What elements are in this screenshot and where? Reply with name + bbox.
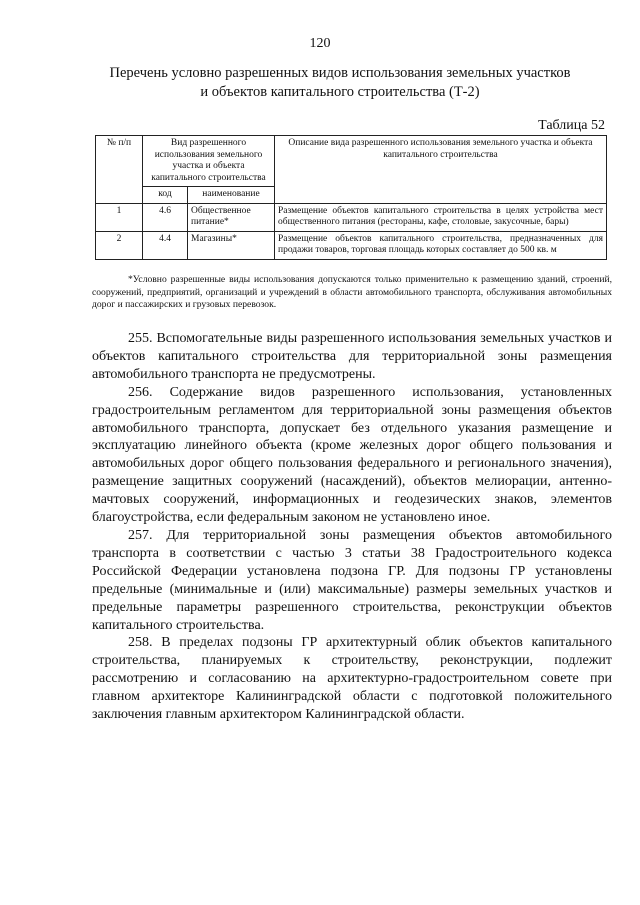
paragraph-257: 257. Для территориальной зоны размещения объектов автомобильного транспорта в соответствии с частью 3 статьи 38 Градостроительного кодекса Российской Федерации установлена подзона ГР. Для подзоны ГР установлены предельные (минимальные и (или) максимальные) размеры земельных участков и предельные параметры разрешенного строительства, реконструкции объектов капитального строительства. bbox=[92, 527, 612, 633]
title-line-2: и объектов капитального строительства (Т-2) bbox=[200, 84, 480, 100]
document-title bbox=[80, 64, 600, 102]
header-kind: Вид разрешенного использования земельного участка и объекта капитального строительства bbox=[143, 136, 275, 187]
paragraph-255: 255. Вспомогательные виды разрешенного использования земельных участков и объектов капитального строительства для территориальной зоны размещения автомобильного транспорта не предусмотрены. bbox=[92, 331, 612, 382]
row-name: Магазины* bbox=[188, 231, 275, 259]
permitted-uses-table bbox=[95, 135, 607, 260]
table-row bbox=[96, 231, 607, 259]
row-no: 2 bbox=[96, 231, 143, 259]
header-no: № п/п bbox=[96, 136, 143, 204]
row-description: Размещение объектов капитального строительства, предназначенных для продажи товаров, торговая площадь которых составляет до 500 кв. м bbox=[275, 231, 607, 259]
body-text bbox=[92, 330, 612, 724]
page-number: 120 bbox=[309, 36, 331, 51]
footnote: *Условно разрешенные виды использования допускаются только применительно к размещению зданий, строений, сооружений, предприятий, организаций и учреждений в области автомобильного транспорта, обслуживания автомобильных дорог и пассажирских и грузовых перевозок. bbox=[92, 274, 612, 310]
header-description: Описание вида разрешенного использования земельного участка и объекта капитального строительства bbox=[275, 136, 607, 204]
title-line-1: Перечень условно разрешенных видов использования земельных участков bbox=[109, 65, 571, 81]
header-name: наименование bbox=[188, 187, 275, 204]
row-no: 1 bbox=[96, 203, 143, 231]
row-code: 4.4 bbox=[143, 231, 188, 259]
row-code: 4.6 bbox=[143, 203, 188, 231]
paragraph-258: 258. В пределах подзоны ГР архитектурный облик объектов капитального строительства, планируемых к строительству, реконструкции, подлежит рассмотрению и согласованию на архитектурно-градостроительном совете при главном архитекторе Калининградской области с подготовкой положительного заключения главным архитектором Калининградской области. bbox=[92, 635, 612, 723]
header-code: код bbox=[143, 187, 188, 204]
row-description: Размещение объектов капитального строительства в целях устройства мест общественного питания (рестораны, кафе, столовые, закусочные, бары) bbox=[275, 203, 607, 231]
table-header-row bbox=[96, 136, 607, 187]
table-row bbox=[96, 203, 607, 231]
paragraph-256: 256. Содержание видов разрешенного использования, установленных градостроительным регламентом для территориальной зоны размещения объектов автомобильного транспорта, допускает без отдельного указания размещение и эксплуатацию линейного объекта (кроме железных дорог общего пользования и автомобильных дорог общего пользования федерального и регионального значения), размещение защитных сооружений (насаждений), объектов мелиорации, антенно-мачтовых сооружений, информационных и геодезических знаков, элементов благоустройства, если федеральным законом не установлено иное. bbox=[92, 384, 612, 526]
table-caption: Таблица 52 bbox=[538, 118, 605, 133]
row-name: Общественное питание* bbox=[188, 203, 275, 231]
